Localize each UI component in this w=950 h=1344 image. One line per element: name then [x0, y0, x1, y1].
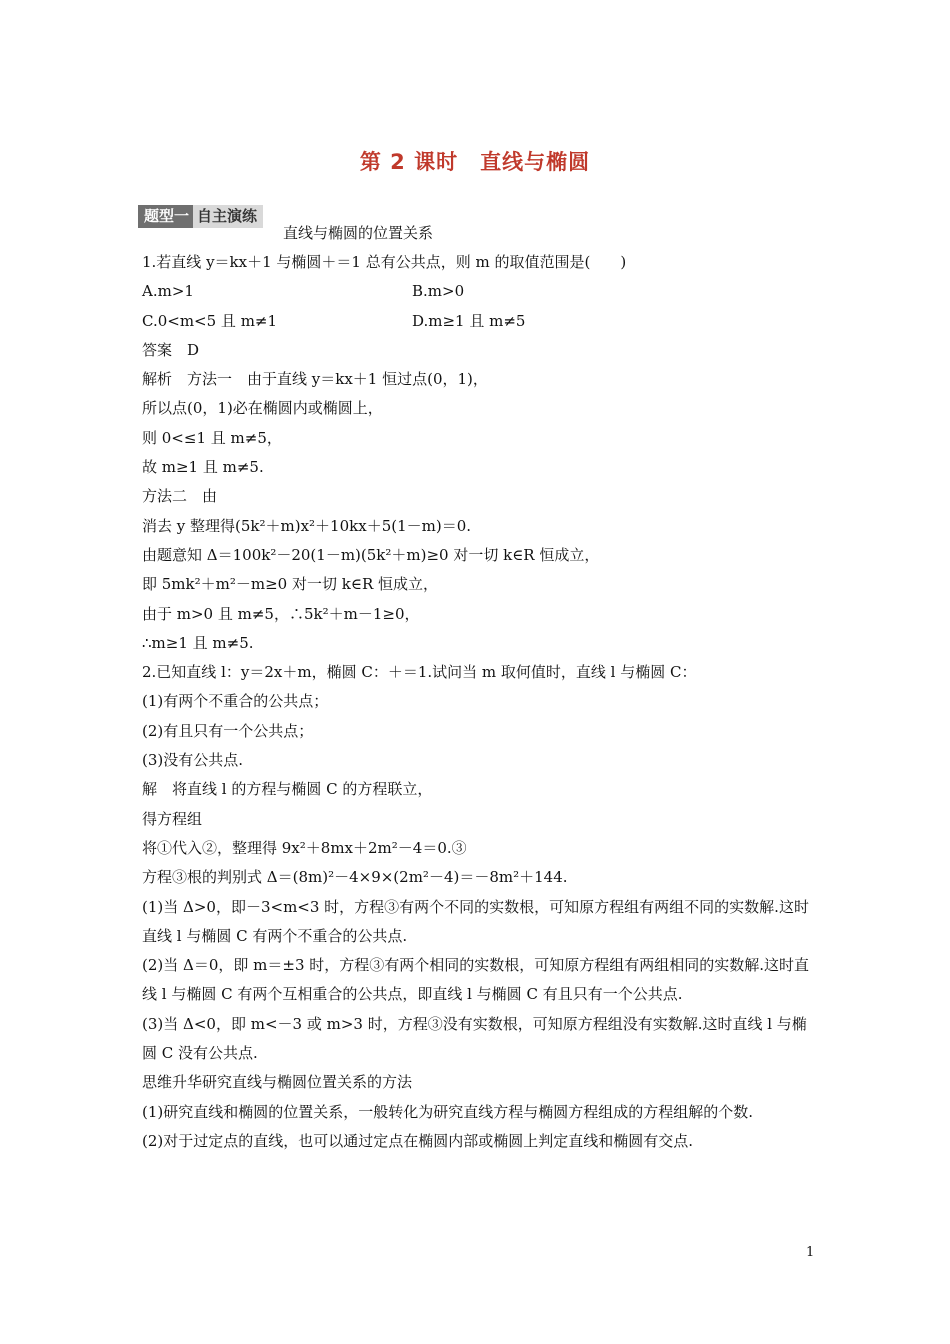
section-badge [138, 205, 263, 228]
document-body [142, 248, 814, 1156]
badge-label-dark: 题型一 [138, 205, 193, 228]
option-c: C.0<m<5 且 m≠1 [142, 311, 278, 330]
text-line: (3)没有公共点. [142, 751, 244, 770]
options-row-1 [142, 277, 814, 306]
options-row-2 [142, 307, 814, 336]
text-line: 由题意知 Δ＝100k²－20(1－m)(5k²＋m)≥0 对一切 k∈R 恒成立， [142, 545, 600, 564]
text-line: 解 将直线 l 的方程与椭圆 C 的方程联立， [142, 780, 433, 799]
text-line: 消去 y 整理得(5k²＋m)x²＋10kx＋5(1－m)＝0. [142, 516, 472, 535]
text-line: 将①代入②，整理得 9x²＋8mx＋2m²－4＝0.③ [142, 838, 467, 857]
text-line: (3)当 Δ<0，即 m<－3 或 m>3 时，方程③没有实数根，可知原方程组没有实数解.这时直线 l 与椭圆 C 没有公共点. [142, 1014, 807, 1063]
topic-heading: 直线与椭圆的位置关系 [283, 224, 434, 242]
page-number: 1 [806, 1245, 815, 1260]
text-line: 方程③根的判别式 Δ＝(8m)²－4×9×(2m²－4)＝－8m²＋144. [142, 868, 568, 887]
page-title: 第 2 课时 直线与椭圆 [359, 150, 591, 174]
summary-heading: 思维升华研究直线与椭圆位置关系的方法 [142, 1073, 413, 1092]
text-line: ∴m≥1 且 m≠5. [142, 633, 254, 652]
text-line: (1)研究直线和椭圆的位置关系，一般转化为研究直线方程与椭圆方程组成的方程组解的个数. [142, 1102, 754, 1121]
option-a: A.m>1 [142, 282, 194, 301]
answer-line: 答案 D [142, 340, 200, 359]
question-1: 1.若直线 y＝kx＋1 与椭圆＋＝1 总有公共点，则 m 的取值范围是( ) [142, 253, 627, 271]
text-line: 方法二 由 [142, 487, 218, 506]
text-line: (1)有两个不重合的公共点； [142, 692, 329, 711]
text-line: 故 m≥1 且 m≠5. [142, 458, 264, 477]
option-d: D.m≥1 且 m≠5 [412, 311, 526, 330]
badge-label-light: 自主演练 [193, 205, 263, 228]
text-line: (2)有且只有一个公共点； [142, 721, 314, 740]
question-2: 2.已知直线 l：y＝2x＋m，椭圆 C：＋＝1.试问当 m 取何值时，直线 l 与椭圆 C： [142, 663, 697, 682]
text-line: (2)当 Δ＝0，即 m＝±3 时，方程③有两个相同的实数根，可知原方程组有两组相同的实数解.这时直线 l 与椭圆 C 有两个互相重合的公共点，即直线 l 与椭圆 C 有且只有一个公共点. [142, 956, 810, 1004]
text-line: 得方程组 [142, 809, 203, 828]
text-line: 由于 m>0 且 m≠5，∴5k²＋m－1≥0， [142, 604, 420, 623]
text-line: 即 5mk²＋m²－m≥0 对一切 k∈R 恒成立， [142, 575, 439, 594]
option-b: B.m>0 [412, 282, 465, 301]
text-line: (2)对于过定点的直线，也可以通过定点在椭圆内部或椭圆上判定直线和椭圆有交点. [142, 1131, 694, 1150]
text-line: 则 0<≤1 且 m≠5， [142, 428, 282, 447]
text-line: 所以点(0，1)必在椭圆内或椭圆上， [142, 399, 383, 418]
analysis-line: 解析 方法一 由于直线 y＝kx＋1 恒过点(0，1)， [142, 370, 488, 389]
text-line: (1)当 Δ>0，即－3<m<3 时，方程③有两个不同的实数根，可知原方程组有两组不同的实数解.这时直线 l 与椭圆 C 有两个不重合的公共点. [142, 897, 809, 945]
